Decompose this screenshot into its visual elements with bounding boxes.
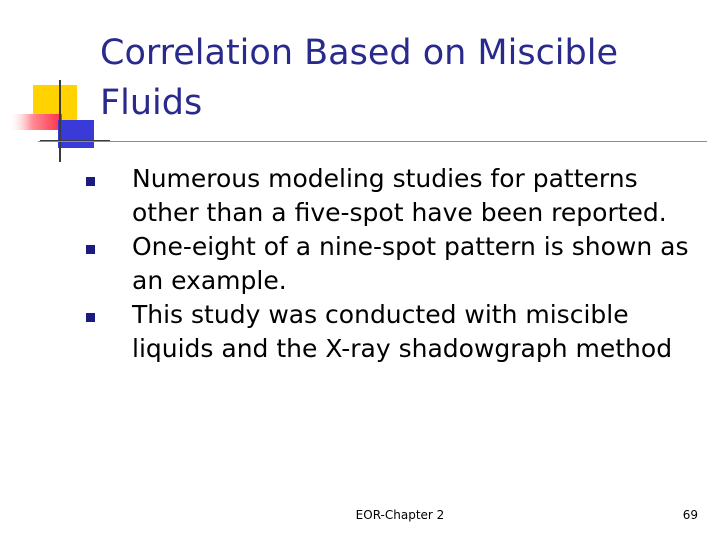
bullet-item (86, 298, 696, 366)
decorative-logo (0, 0, 110, 170)
square-bullet-icon (86, 177, 95, 186)
slide-title: Correlation Based on Miscible Fluids (100, 33, 619, 123)
blue-square (58, 120, 94, 148)
bullet-text: This study was conducted with miscible liquids and the X-ray shadowgraph method (132, 300, 673, 363)
bullet-list (86, 162, 696, 366)
page-number: 69 (682, 508, 698, 522)
bullet-text: One-eight of a nine-spot pattern is shown as an example. (132, 232, 689, 295)
square-bullet-icon (86, 313, 95, 322)
bullet-item (86, 230, 696, 298)
footer-chapter-label: EOR-Chapter 2 (355, 508, 445, 522)
square-bullet-icon (86, 245, 95, 254)
title-underline (38, 141, 707, 142)
red-bar (8, 114, 62, 130)
bullet-text: Numerous modeling studies for patterns other than a five-spot have been reported. (132, 164, 667, 227)
vertical-rule (59, 80, 61, 162)
bullet-item (86, 162, 696, 230)
